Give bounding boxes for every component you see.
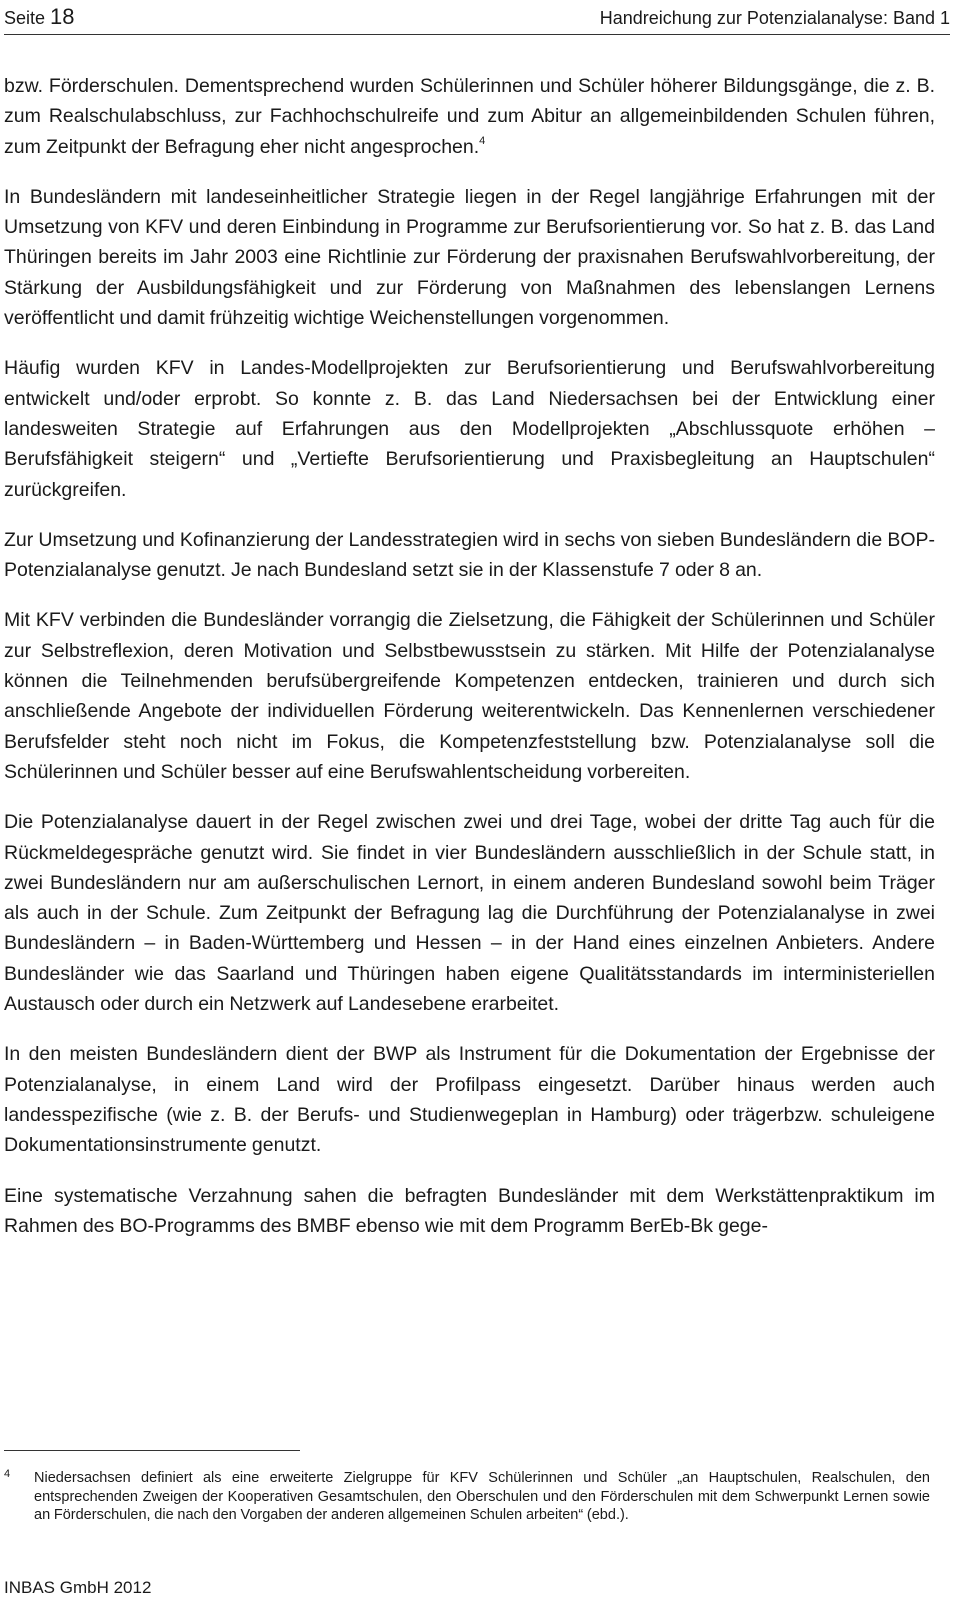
body-text <box>4 71 935 1261</box>
footnote <box>4 1469 930 1525</box>
document-title: Handreichung zur Potenzialanalyse: Band 1 <box>599 8 950 28</box>
page-header <box>4 2 950 35</box>
page-number: 18 <box>50 4 75 29</box>
paragraph: bzw. Förderschulen. Dementsprechend wurden Schülerinnen und Schüler höherer Bildungsgänge, die z. B. zum Realschulabschluss, zur Fachhochschulreife und zum Abitur an allgemeinbildenden Schulen führen, zum Zeitpunkt der Befragung eher nicht angesprochen.$^4$ <box>4 75 935 158</box>
footnote-reference: 4 <box>479 134 486 147</box>
paragraph: Zur Umsetzung und Kofinanzierung der Landesstrategien wird in sechs von sieben Bundesländern die BOP-Potenzialanalyse genutzt. Je nach Bundesland setzt sie in der Klassenstufe 7 oder 8 an. <box>4 528 935 582</box>
page-number-label: Seite 18 <box>4 4 75 29</box>
paragraph: Eine systematische Verzahnung sahen die befragten Bundesländer mit dem Werkstättenpraktikum im Rahmen des BO-Programms des BMBF ebenso wie mit dem Programm BerEb-Bk gege- <box>4 1184 935 1237</box>
paragraph: Mit KFV verbinden die Bundesländer vorrangig die Zielsetzung, die Fähigkeit der Schülerinnen und Schüler zur Selbstreflexion, deren Motivation und Selbstbewusstsein zu stärken. Mit Hilfe der Potenzialanalyse können die Teilnehmenden berufsübergreifende Kompetenzen entdecken, trainieren und durch sich anschließende Angebote der individuellen Förderung weiterentwickeln. Das Kennenlernen verschiedener Berufsfelder steht noch nicht im Fokus, die Kompetenzfeststellung bzw. Potenzialanalyse soll die Schülerinnen und Schüler besser auf eine Berufswahlentscheidung vorbereiten. <box>4 609 935 783</box>
page-footer: INBAS GmbH 2012 <box>4 1578 152 1597</box>
paragraph: In den meisten Bundesländern dient der BWP als Instrument für die Dokumentation der Ergebnisse der Potenzialanalyse, in einem Land wird der Profilpass eingesetzt. Darüber hinaus werden auch landesspezifische (wie z. B. der Berufs- und Studienwegeplan in Hamburg) oder trägerbzw. schuleigene Dokumentationsinstrumente genutzt. <box>4 1043 935 1157</box>
paragraph: Die Potenzialanalyse dauert in der Regel zwischen zwei und drei Tage, wobei der dritte Tag auch für die Rückmeldegespräche genutzt wird. Sie findet in vier Bundesländern ausschließlich in der Schule statt, in zwei Bundesländern nur am außerschulischen Lernort, in einem anderen Bundesland sowohl beim Träger als auch in der Schule. Zum Zeitpunkt der Befragung lag die Durchführung der Potenzialanalyse in zwei Bundesländern – in Baden-Württemberg und Hessen – in der Hand eines einzelnen Anbieters. Andere Bundesländer wie das Saarland und Thüringen haben eigene Qualitätsstandards im interministeriellen Austausch oder durch ein Netzwerk auf Landesebene erarbeitet. <box>4 811 935 1016</box>
footnote-marker: 4 <box>4 1468 11 1480</box>
paragraph: In Bundesländern mit landeseinheitlicher Strategie liegen in der Regel langjährige Erfahrungen mit der Umsetzung von KFV und deren Einbindung in Programme zur Berufsorientierung vor. So hat z. B. das Land Thüringen bereits im Jahr 2003 eine Richtlinie zur Förderung der praxisnahen Berufswahlvorbereitung, der Stärkung der Ausbildungsfähigkeit und zur Förderung von Maßnahmen des lebenslangen Lernens veröffentlicht und damit frühzeitig wichtige Weichenstellungen vorgenommen. <box>4 185 935 330</box>
footnote-divider <box>4 1450 300 1451</box>
footnote-text: Niedersachsen definiert als eine erweiterte Zielgruppe für KFV Schülerinnen und Schüler „an Hauptschulen, Realschulen, den entsprechenden Zweigen der Kooperativen Gesamtschulen, den Oberschulen und den Förderschulen mit dem Schwerpunkt Lernen sowie an Förderschulen, die nach den Vorgaben der anderen allgemeinen Schulen arbeiten“ (ebd.). <box>34 1470 930 1523</box>
paragraph: Häufig wurden KFV in Landes-Modellprojekten zur Berufsorientierung und Berufswahlvorbereitung entwickelt und/oder erprobt. So konnte z. B. das Land Niedersachsen bei der Entwicklung einer landesweiten Strategie auf Erfahrungen aus den Modellprojekten „Abschlussquote erhöhen – Berufsfähigkeit steigern“ und „Vertiefte Berufsorientierung und Praxisbegleitung an Hauptschulen“ zurückgreifen. <box>4 357 935 501</box>
